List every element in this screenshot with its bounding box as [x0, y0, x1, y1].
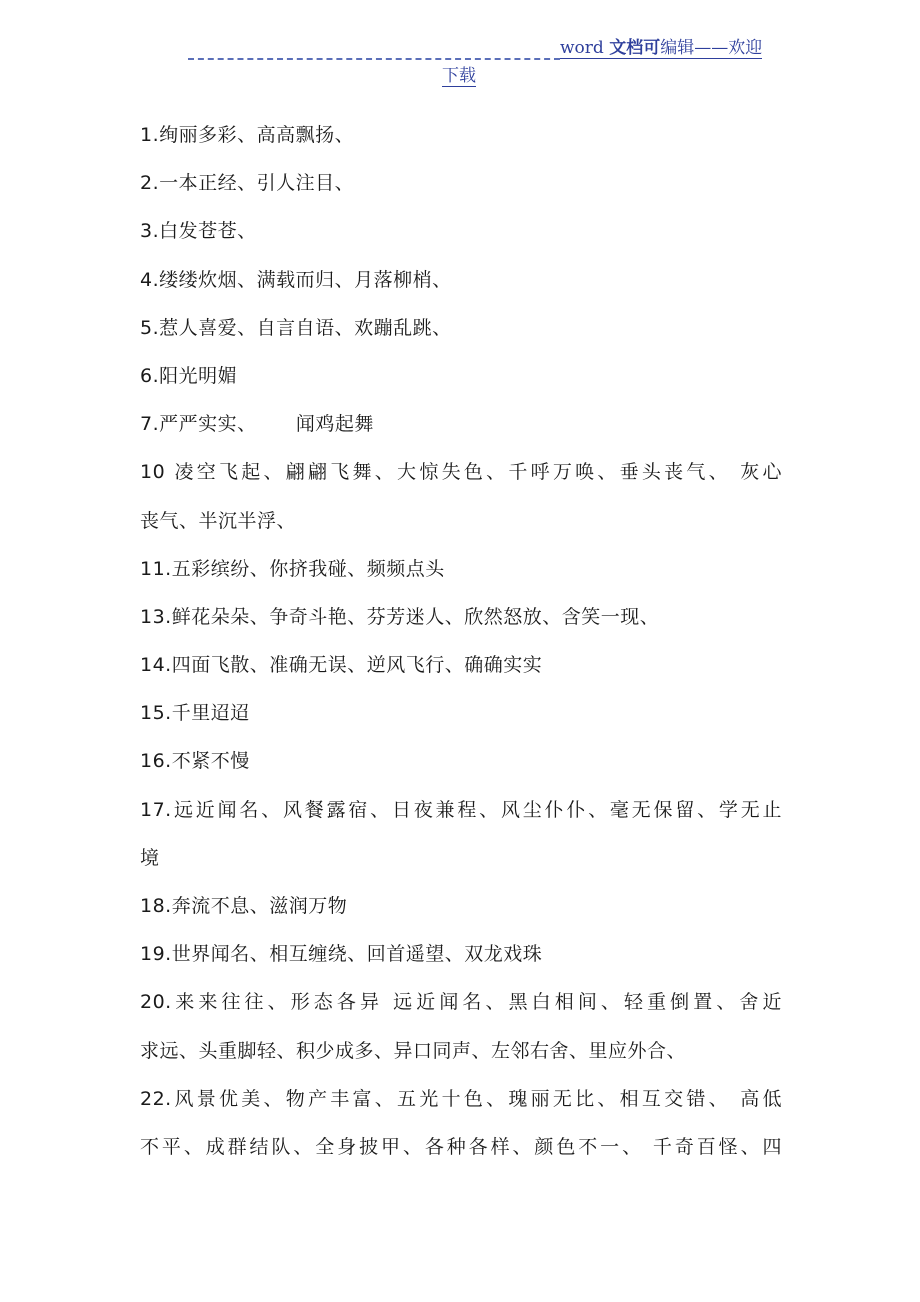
- text-line: 10 凌空飞起、翩翩飞舞、大惊失色、千呼万唤、垂头丧气、 灰心: [140, 461, 782, 484]
- text-line: 2.一本正经、引人注目、: [140, 172, 355, 195]
- header-top-part-2: 文档可: [609, 38, 661, 58]
- text-line: 20.来来往往、形态各异 远近闻名、黑白相间、轻重倒置、舍近: [140, 991, 782, 1014]
- text-line: 1.绚丽多彩、高高飘扬、: [140, 124, 355, 146]
- text-line: 丧气、半沉半浮、: [140, 509, 297, 532]
- header-link-bottom[interactable]: 下载: [442, 66, 476, 86]
- text-line: 22.风景优美、物产丰富、五光十色、瑰丽无比、相互交错、 高低: [140, 1087, 782, 1110]
- text-line: 18.奔流不息、滋润万物: [140, 895, 348, 917]
- text-line: 15.千里迢迢: [140, 702, 250, 725]
- text-line: 4.缕缕炊烟、满载而归、月落柳梢、: [140, 268, 452, 291]
- header-dashed-line: [188, 36, 560, 60]
- text-line: 3.白发苍苍、: [140, 220, 257, 243]
- text-line: 19.世界闻名、相互缠绕、回首遥望、双龙戏珠: [140, 943, 543, 966]
- idiom-list: [140, 116, 782, 1176]
- text-line: 6.阳光明媚: [140, 364, 238, 387]
- text-line: 16.不紧不慢: [140, 750, 250, 773]
- text-line: 境: [140, 846, 160, 869]
- text-line: 5.惹人喜爱、自言自语、欢蹦乱跳、: [140, 316, 452, 339]
- page-header: [180, 30, 780, 90]
- text-line: 13.鲜花朵朵、争奇斗艳、芬芳迷人、欣然怒放、含笑一现、: [140, 605, 660, 628]
- text-line: 14.四面飞散、准确无误、逆风飞行、确确实实: [140, 654, 543, 677]
- header-top-part-3: 编辑——欢迎: [660, 38, 763, 58]
- header-link-top[interactable]: [560, 38, 762, 59]
- header-top-part-1: word: [560, 38, 610, 58]
- text-line: 求远、头重脚轻、积少成多、异口同声、左邻右舍、里应外合、: [140, 1039, 687, 1062]
- text-line: 17.远近闻名、风餐露宿、日夜兼程、风尘仆仆、毫无保留、学无止: [140, 798, 782, 821]
- text-line: 不平、成群结队、全身披甲、各种各样、颜色不一、 千奇百怪、四: [140, 1135, 782, 1158]
- text-line: 11.五彩缤纷、你挤我碰、频频点头: [140, 557, 445, 580]
- text-line: 7.严严实实、 闻鸡起舞: [140, 413, 374, 436]
